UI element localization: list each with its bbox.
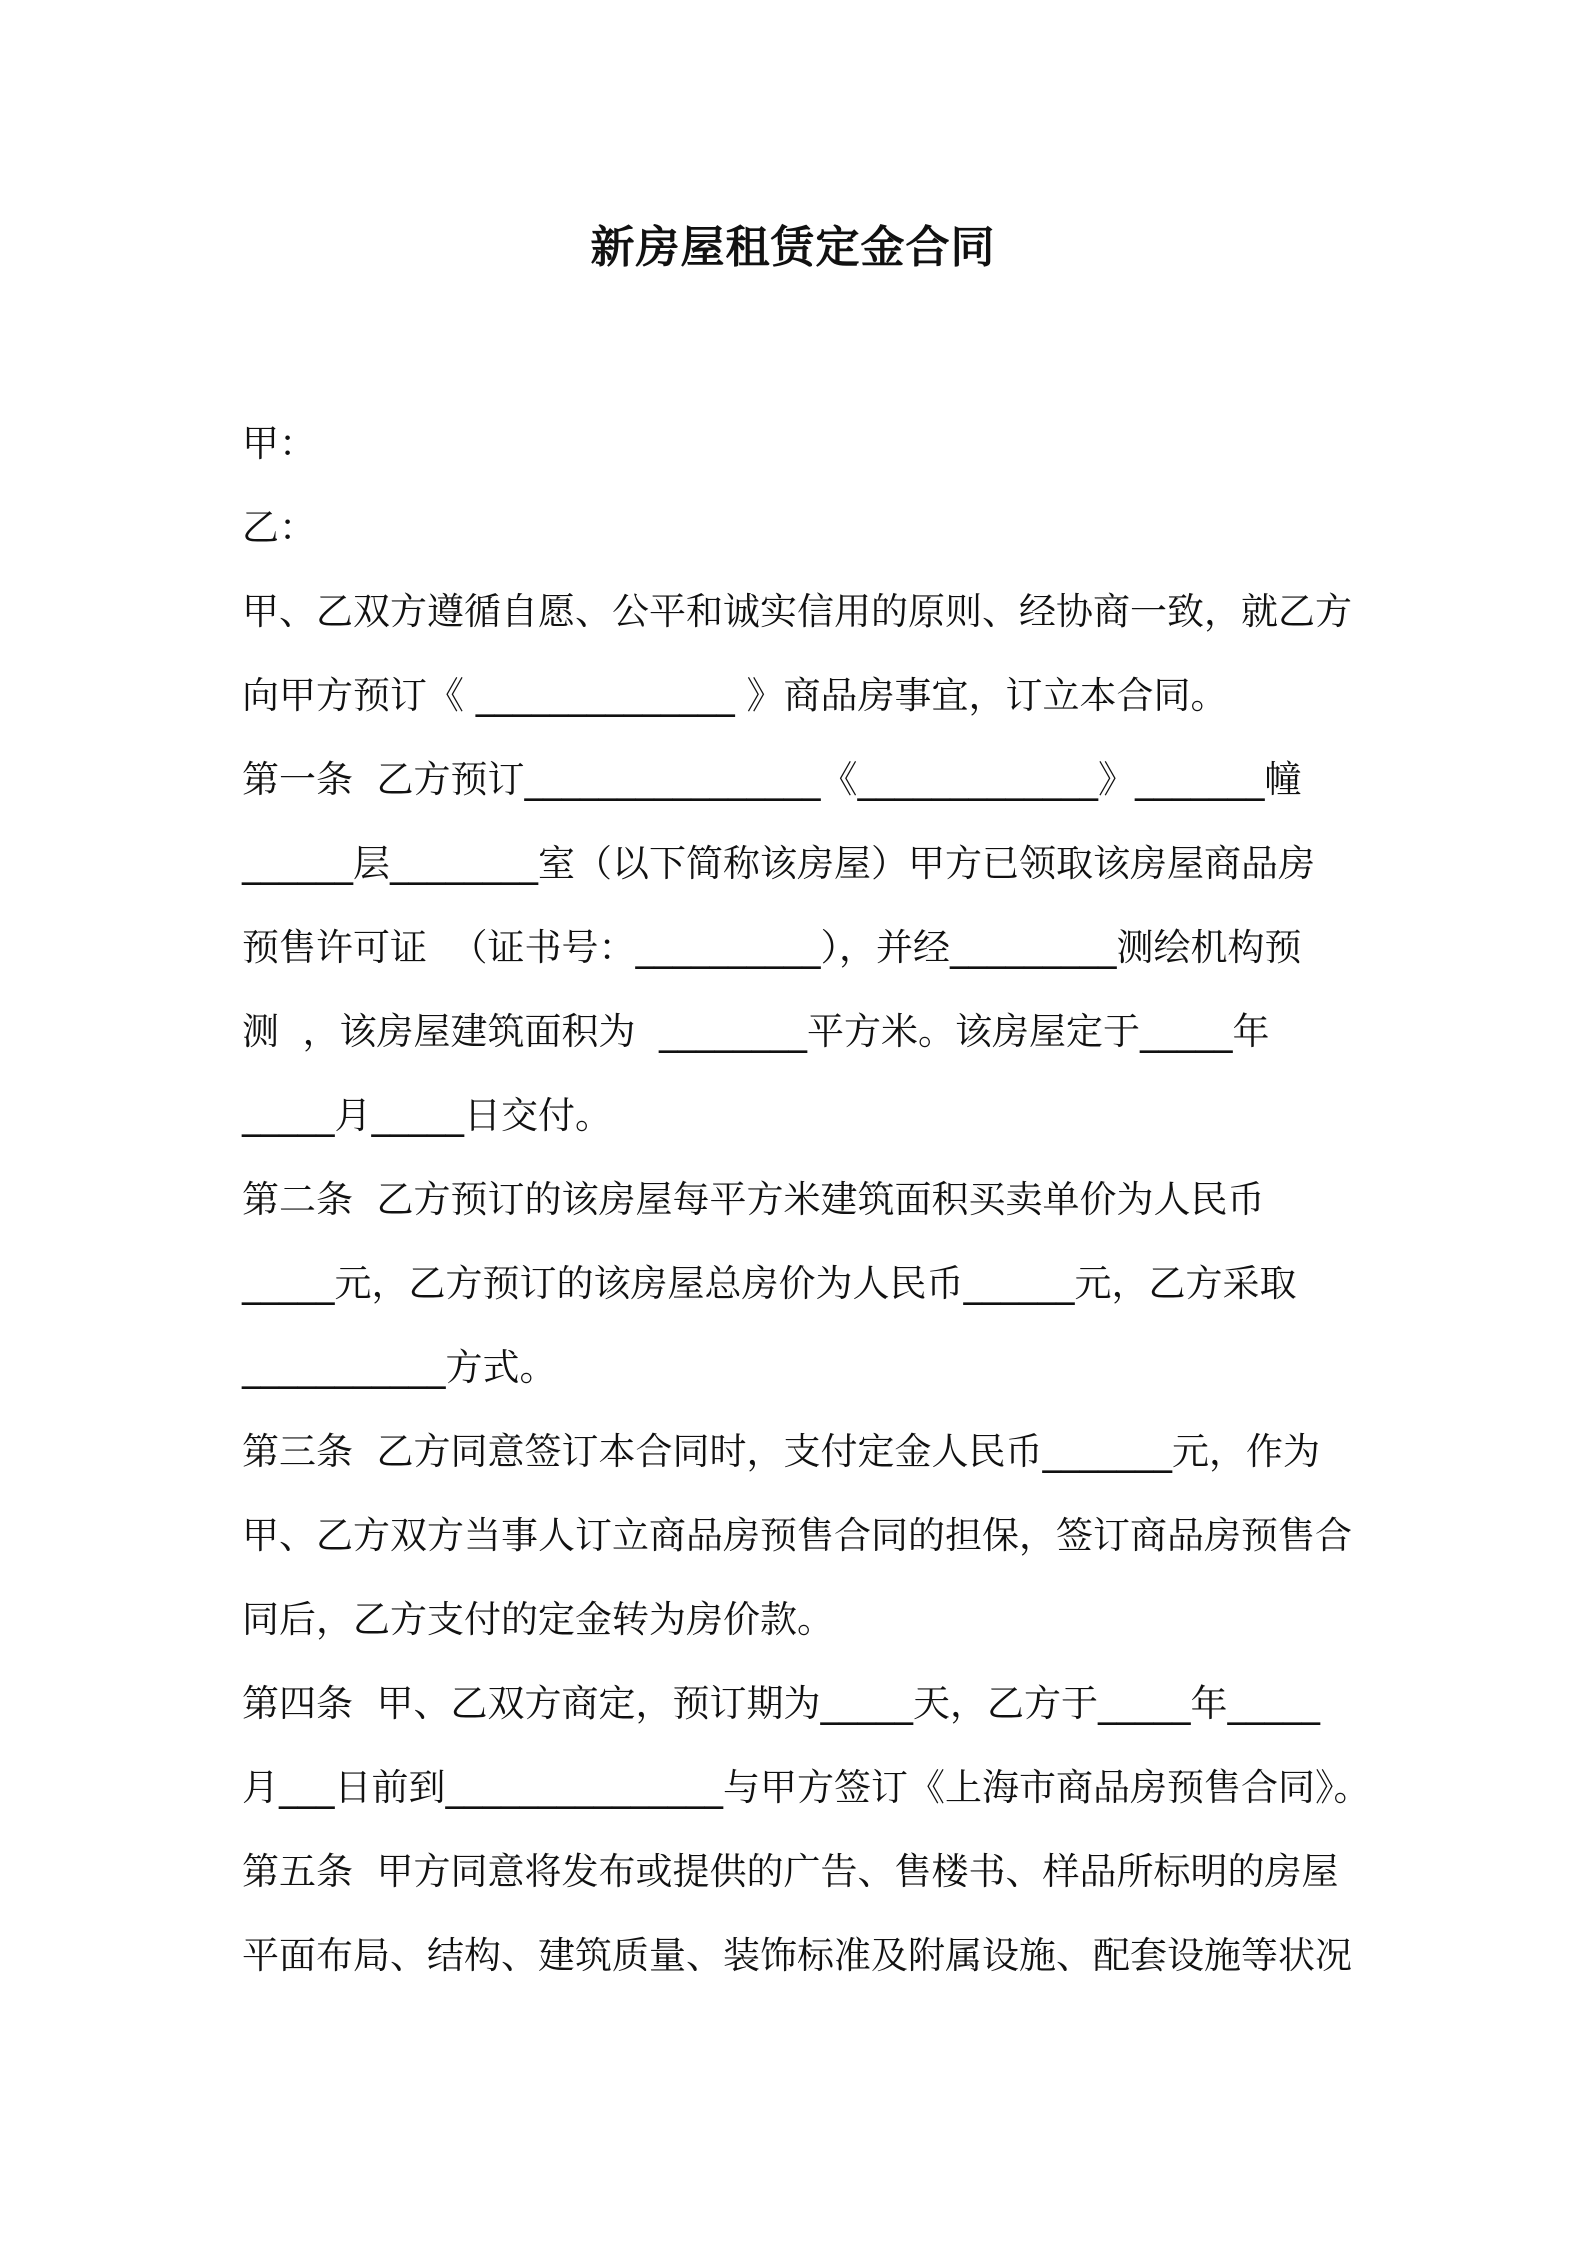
- article-3-line-3: 同后，乙方支付的定金转为房价款。: [242, 1598, 834, 1641]
- party-a-line: 甲：: [242, 422, 316, 465]
- article-1-line-5: _____月_____日交付。: [242, 1094, 612, 1137]
- contract-body: [242, 402, 1372, 1998]
- article-5-line-1: 第五条 甲方同意将发布或提供的广告、售楼书、样品所标明的房屋: [242, 1850, 1339, 1893]
- article-4-line-2: 月___日前到_______________与甲方签订《上海市商品房预售合同》。: [242, 1766, 1371, 1809]
- article-1-line-2: ______层________室（以下简称该房屋）甲方已领取该房屋商品房: [242, 842, 1315, 885]
- article-1-line-4: 测 ，该房屋建筑面积为 ________平方米。该房屋定于_____年: [242, 1010, 1270, 1053]
- article-3-line-1: 第三条 乙方同意签订本合同时，支付定金人民币_______元，作为: [242, 1430, 1321, 1473]
- article-4-line-1: 第四条 甲、乙双方商定，预订期为_____天，乙方于_____年_____: [242, 1682, 1321, 1725]
- preamble-line-1: 甲、乙双方遵循自愿、公平和诚实信用的原则、经协商一致，就乙方: [242, 590, 1352, 633]
- article-2-line-3: ___________方式。: [242, 1346, 557, 1389]
- article-3-line-2: 甲、乙方双方当事人订立商品房预售合同的担保，签订商品房预售合: [242, 1514, 1352, 1557]
- article-2-line-2: _____元，乙方预订的该房屋总房价为人民币______元，乙方采取: [242, 1262, 1297, 1305]
- article-1-line-3: 预售许可证 （证书号：__________），并经_________测绘机构预: [242, 926, 1302, 969]
- party-b-line: 乙：: [242, 506, 316, 549]
- article-2-line-1: 第二条 乙方预订的该房屋每平方米建筑面积买卖单价为人民币: [242, 1178, 1265, 1221]
- document-title: 新房屋租赁定金合同: [590, 222, 996, 273]
- article-1-line-1: 第一条 乙方预订________________《_____________》_______幢: [242, 758, 1302, 801]
- article-5-line-2: 平面布局、结构、建筑质量、装饰标准及附属设施、配套设施等状况: [242, 1934, 1352, 1977]
- preamble-line-2: 向甲方预订《 ______________ 》商品房事宜，订立本合同。: [242, 674, 1228, 717]
